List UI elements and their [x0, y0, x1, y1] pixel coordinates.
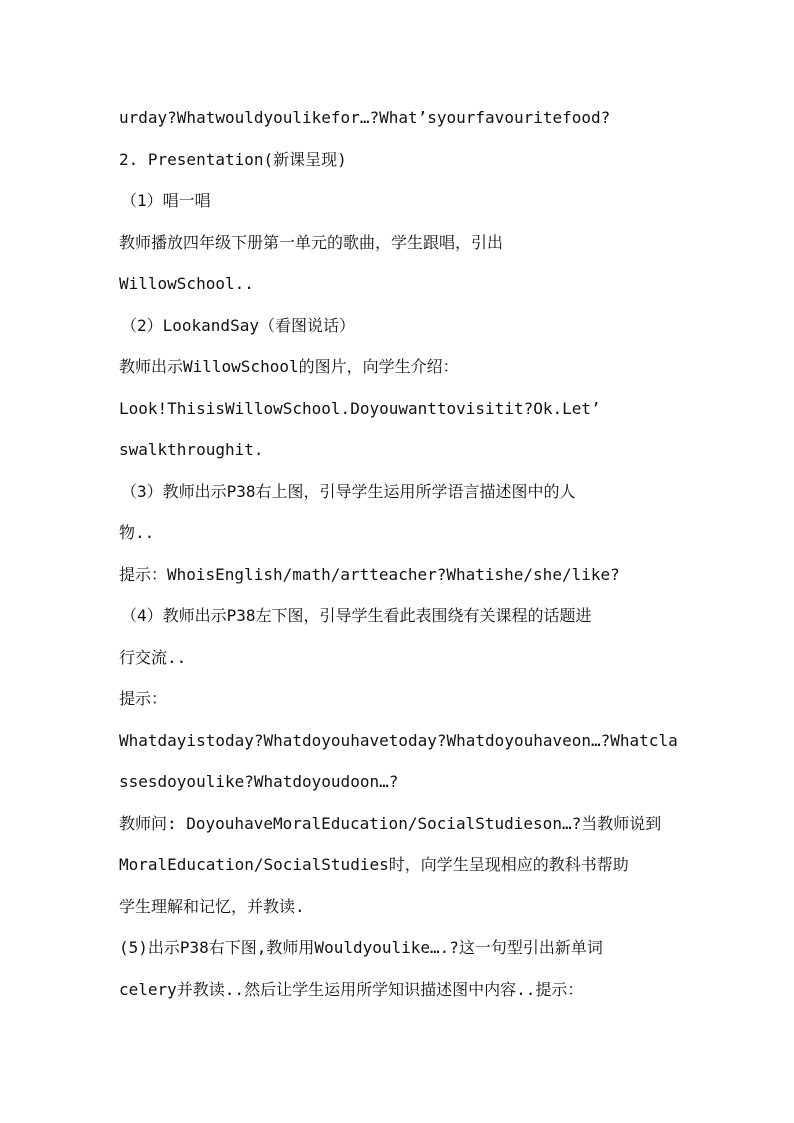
text-line-22: celery并教读..然后让学生运用所学知识描述图中内容..提示：: [119, 980, 584, 999]
text-line-5: WillowSchool..: [119, 274, 254, 293]
text-line-12: 提示：WhoisEnglish/math/artteacher?Whatishe/she/like?: [119, 565, 620, 584]
text-line-18: 教师问: DoyouhaveMoralEducation/SocialStudieson…?当教师说到: [119, 814, 662, 833]
step-1-heading: （1）唱一唱: [121, 191, 211, 210]
text-line-4: 教师播放四年级下册第一单元的歌曲，学生跟唱，引出: [119, 233, 504, 252]
text-line-11: 物..: [119, 523, 155, 542]
text-line-8: Look!ThisisWillowSchool.Doyouwanttovisitit?Ok.Let’: [119, 399, 601, 418]
text-line-16: Whatdayistoday?Whatdoyouhavetoday?Whatdoyouhaveon…?Whatcla: [119, 731, 678, 750]
step-5-heading: (5)出示P38右下图,教师用Wouldyoulike….?这一句型引出新单词: [119, 938, 603, 957]
text-line-19: MoralEducation/SocialStudies时，向学生呈现相应的教科书帮助: [119, 855, 629, 874]
step-2-heading: （2）LookandSay（看图说话）: [121, 316, 355, 335]
text-line-20: 学生理解和记忆，并教读.: [119, 897, 305, 916]
step-4-heading: （4）教师出示P38左下图，引导学生看此表围绕有关课程的话题进: [121, 606, 592, 625]
step-3-heading: （3）教师出示P38右上图，引导学生运用所学语言描述图中的人: [121, 482, 576, 501]
text-line-7: 教师出示WillowSchool的图片，向学生介绍：: [119, 357, 459, 376]
section-heading-presentation: 2. Presentation(新课呈现): [119, 150, 347, 169]
text-line-14: 行交流..: [119, 648, 187, 667]
text-line-15: 提示：: [119, 689, 168, 708]
text-line-17: ssesdoyoulike?Whatdoyoudoon…?: [119, 772, 399, 791]
text-line-1: urday?Whatwouldyoulikefor…?What’syourfavouritefood?: [119, 108, 611, 127]
text-line-9: swalkthroughit.: [119, 440, 264, 459]
